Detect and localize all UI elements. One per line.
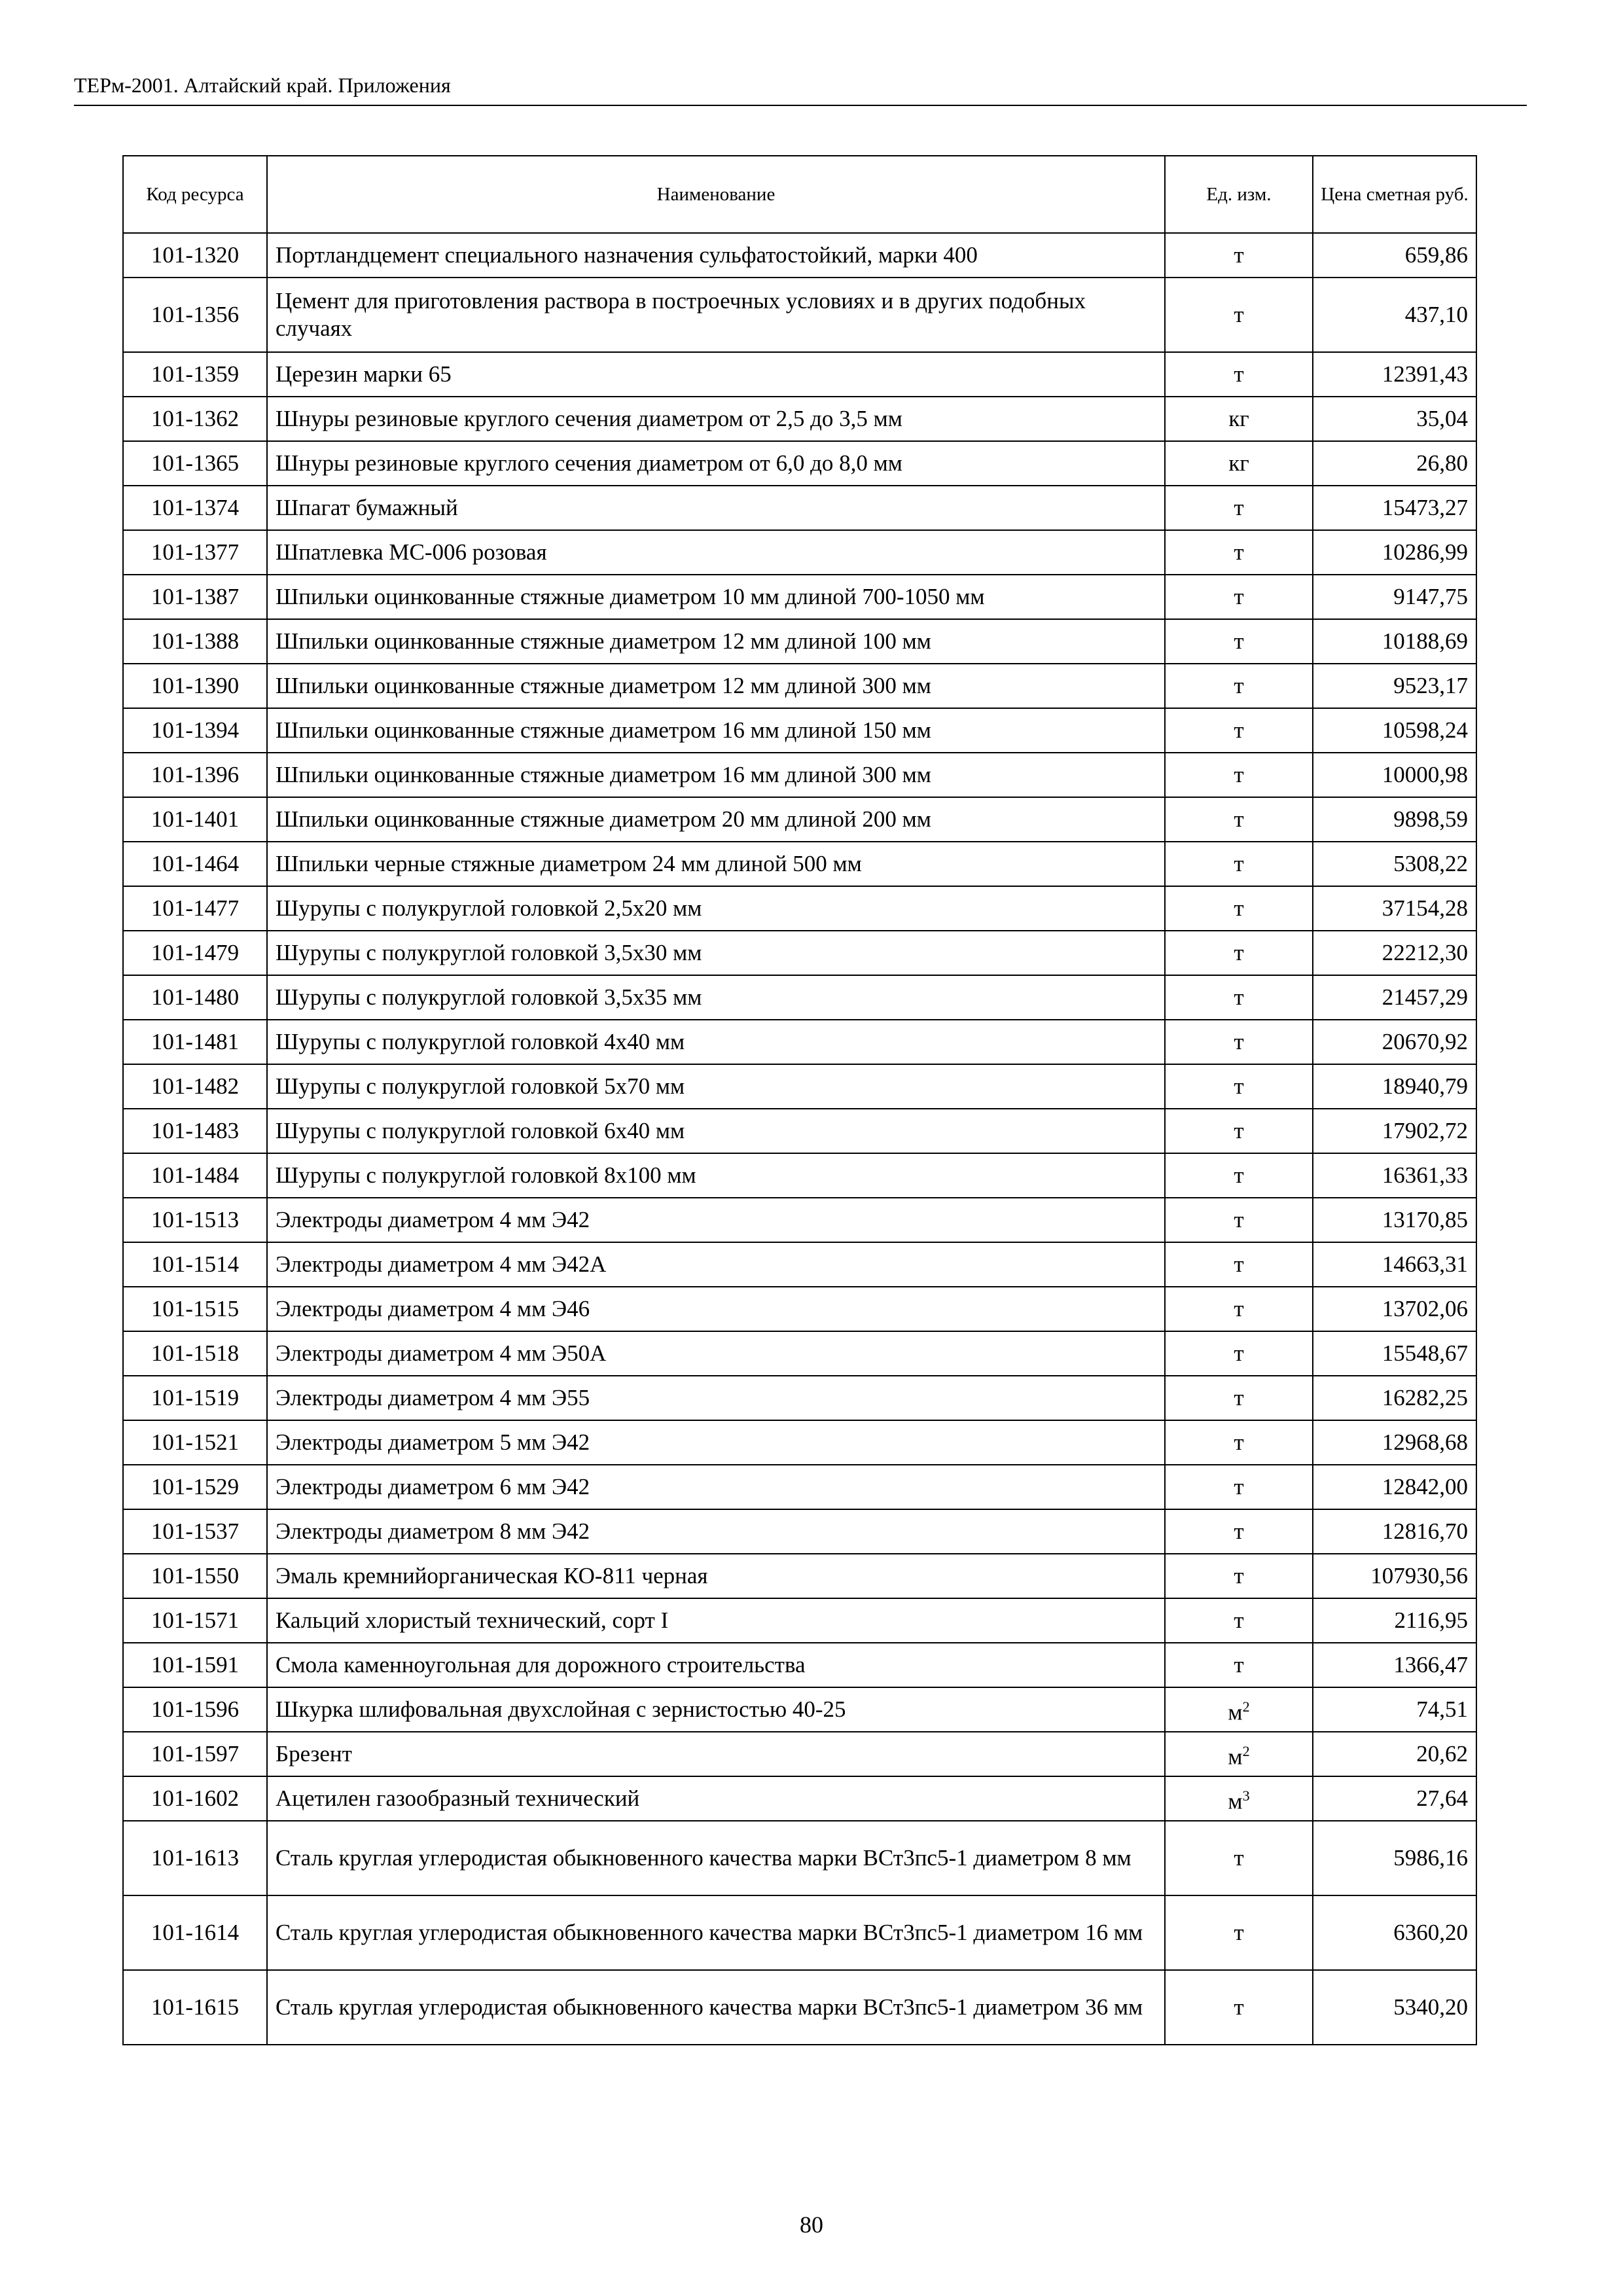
unit-cell (1165, 619, 1313, 664)
resource-name-cell: Электроды диаметром 4 мм Э42А (267, 1242, 1165, 1287)
unit-text: т (1234, 242, 1244, 268)
unit-cell (1165, 1153, 1313, 1198)
unit-text: т (1234, 1118, 1244, 1143)
resource-code-cell: 101-1483 (123, 1109, 267, 1153)
price-cell: 12816,70 (1313, 1509, 1476, 1554)
unit-text: т (1234, 1563, 1244, 1588)
price-table (122, 155, 1477, 2045)
table-row (123, 1554, 1476, 1598)
price-cell: 13170,85 (1313, 1198, 1476, 1242)
unit-text: т (1234, 851, 1244, 876)
unit-text: т (1234, 1162, 1244, 1188)
price-cell: 10188,69 (1313, 619, 1476, 664)
table-row (123, 1465, 1476, 1509)
resource-code-cell: 101-1480 (123, 975, 267, 1020)
unit-cell (1165, 1064, 1313, 1109)
table-row (123, 1420, 1476, 1465)
unit-cell (1165, 1287, 1313, 1331)
header-rule (74, 105, 1527, 106)
unit-exponent: 2 (1242, 1698, 1250, 1715)
resource-name-cell: Шпильки черные стяжные диаметром 24 мм длиной 500 мм (267, 842, 1165, 886)
price-cell: 12842,00 (1313, 1465, 1476, 1509)
resource-code-cell: 101-1362 (123, 397, 267, 441)
resource-name-cell: Шурупы с полукруглой головкой 3,5х30 мм (267, 931, 1165, 975)
resource-name-cell: Шпильки оцинкованные стяжные диаметром 12 мм длиной 300 мм (267, 664, 1165, 708)
resource-code-cell: 101-1396 (123, 753, 267, 797)
price-cell: 12968,68 (1313, 1420, 1476, 1465)
unit-text: т (1234, 762, 1244, 787)
unit-cell (1165, 1895, 1313, 1970)
unit-text: т (1234, 1207, 1244, 1232)
unit-cell (1165, 753, 1313, 797)
unit-text: т (1234, 1385, 1244, 1410)
resource-code-cell: 101-1514 (123, 1242, 267, 1287)
unit-text: т (1234, 539, 1244, 565)
table-row (123, 975, 1476, 1020)
resource-name-cell: Брезент (267, 1732, 1165, 1776)
table-header-row (123, 156, 1476, 233)
price-cell: 21457,29 (1313, 975, 1476, 1020)
table-row (123, 1643, 1476, 1687)
table-row (123, 1331, 1476, 1376)
resource-name-cell: Портландцемент специального назначения сульфатостойкий, марки 400 (267, 233, 1165, 278)
resource-code-cell: 101-1602 (123, 1776, 267, 1821)
table-row (123, 1287, 1476, 1331)
price-cell: 74,51 (1313, 1687, 1476, 1732)
resource-code-cell: 101-1365 (123, 441, 267, 486)
price-cell: 22212,30 (1313, 931, 1476, 975)
unit-text: т (1234, 806, 1244, 832)
resource-code-cell: 101-1591 (123, 1643, 267, 1687)
price-cell: 9898,59 (1313, 797, 1476, 842)
resource-code-cell: 101-1518 (123, 1331, 267, 1376)
table-row (123, 619, 1476, 664)
table-row (123, 486, 1476, 530)
resource-name-cell: Электроды диаметром 4 мм Э55 (267, 1376, 1165, 1420)
table-row (123, 753, 1476, 797)
page-number: 80 (800, 2212, 823, 2238)
unit-text: кг (1228, 406, 1249, 431)
table-row (123, 233, 1476, 278)
resource-code-cell: 101-1387 (123, 575, 267, 619)
unit-exponent: 2 (1242, 1742, 1250, 1759)
resource-code-cell: 101-1484 (123, 1153, 267, 1198)
unit-text: т (1234, 673, 1244, 698)
table-row (123, 1198, 1476, 1242)
table-row (123, 1509, 1476, 1554)
table-row (123, 352, 1476, 397)
unit-cell (1165, 1970, 1313, 2045)
column-header-code: Код ресурса (123, 156, 267, 233)
resource-name-cell: Смола каменноугольная для дорожного строительства (267, 1643, 1165, 1687)
resource-code-cell: 101-1614 (123, 1895, 267, 1970)
table-row (123, 1020, 1476, 1064)
table-row (123, 1776, 1476, 1821)
resource-code-cell: 101-1615 (123, 1970, 267, 2045)
resource-name-cell: Шпильки оцинкованные стяжные диаметром 16 мм длиной 300 мм (267, 753, 1165, 797)
unit-cell (1165, 441, 1313, 486)
resource-name-cell: Шурупы с полукруглой головкой 4х40 мм (267, 1020, 1165, 1064)
unit-cell (1165, 1687, 1313, 1732)
resource-name-cell: Электроды диаметром 6 мм Э42 (267, 1465, 1165, 1509)
unit-text: т (1234, 1429, 1244, 1455)
table-row (123, 1687, 1476, 1732)
unit-cell (1165, 575, 1313, 619)
column-header-unit: Ед. изм. (1165, 156, 1313, 233)
unit-text: т (1234, 1340, 1244, 1366)
resource-name-cell: Шнуры резиновые круглого сечения диаметром от 2,5 до 3,5 мм (267, 397, 1165, 441)
price-cell: 18940,79 (1313, 1064, 1476, 1109)
unit-text: т (1234, 628, 1244, 654)
table-row (123, 1109, 1476, 1153)
unit-text: т (1234, 895, 1244, 921)
price-cell: 10598,24 (1313, 708, 1476, 753)
unit-text: т (1234, 1029, 1244, 1054)
resource-name-cell: Шнуры резиновые круглого сечения диаметром от 6,0 до 8,0 мм (267, 441, 1165, 486)
unit-text: т (1234, 1518, 1244, 1544)
resource-code-cell: 101-1359 (123, 352, 267, 397)
unit-cell (1165, 931, 1313, 975)
price-cell: 14663,31 (1313, 1242, 1476, 1287)
resource-name-cell: Шурупы с полукруглой головкой 8х100 мм (267, 1153, 1165, 1198)
resource-code-cell: 101-1356 (123, 278, 267, 352)
table-row (123, 842, 1476, 886)
price-cell: 15473,27 (1313, 486, 1476, 530)
unit-cell (1165, 1821, 1313, 1895)
table-row (123, 664, 1476, 708)
unit-cell (1165, 1598, 1313, 1643)
price-cell: 9147,75 (1313, 575, 1476, 619)
unit-cell (1165, 233, 1313, 278)
unit-text: т (1234, 1474, 1244, 1499)
resource-name-cell: Шпильки оцинкованные стяжные диаметром 10 мм длиной 700-1050 мм (267, 575, 1165, 619)
unit-cell (1165, 1643, 1313, 1687)
resource-name-cell: Церезин марки 65 (267, 352, 1165, 397)
unit-text: т (1234, 1607, 1244, 1633)
resource-code-cell: 101-1521 (123, 1420, 267, 1465)
resource-code-cell: 101-1613 (123, 1821, 267, 1895)
unit-cell (1165, 486, 1313, 530)
unit-exponent: 3 (1242, 1787, 1250, 1804)
price-cell: 27,64 (1313, 1776, 1476, 1821)
table-body (123, 233, 1476, 2045)
unit-cell (1165, 708, 1313, 753)
unit-text: т (1234, 1845, 1244, 1871)
table-row (123, 397, 1476, 441)
unit-cell (1165, 1509, 1313, 1554)
resource-code-cell: 101-1394 (123, 708, 267, 753)
price-cell: 9523,17 (1313, 664, 1476, 708)
unit-cell (1165, 1776, 1313, 1821)
unit-cell (1165, 1242, 1313, 1287)
table-row (123, 1970, 1476, 2045)
table-row (123, 1598, 1476, 1643)
unit-text: кг (1228, 450, 1249, 476)
price-cell: 107930,56 (1313, 1554, 1476, 1598)
table-row (123, 530, 1476, 575)
resource-name-cell: Шурупы с полукруглой головкой 6х40 мм (267, 1109, 1165, 1153)
resource-name-cell: Сталь круглая углеродистая обыкновенного качества марки ВСт3пс5-1 диаметром 8 мм (267, 1821, 1165, 1895)
table-row (123, 708, 1476, 753)
table-row (123, 278, 1476, 352)
price-cell: 5308,22 (1313, 842, 1476, 886)
table-row (123, 1376, 1476, 1420)
price-cell: 16282,25 (1313, 1376, 1476, 1420)
price-cell: 15548,67 (1313, 1331, 1476, 1376)
unit-cell (1165, 1376, 1313, 1420)
resource-code-cell: 101-1550 (123, 1554, 267, 1598)
price-cell: 17902,72 (1313, 1109, 1476, 1153)
unit-cell (1165, 1198, 1313, 1242)
unit-text: т (1234, 1652, 1244, 1677)
resource-name-cell: Шпильки оцинкованные стяжные диаметром 12 мм длиной 100 мм (267, 619, 1165, 664)
unit-text: м (1228, 1699, 1243, 1725)
price-cell: 10000,98 (1313, 753, 1476, 797)
resource-code-cell: 101-1513 (123, 1198, 267, 1242)
price-cell: 10286,99 (1313, 530, 1476, 575)
table-row (123, 886, 1476, 931)
unit-text: м (1228, 1744, 1243, 1770)
resource-name-cell: Эмаль кремнийорганическая КО-811 черная (267, 1554, 1165, 1598)
table-row (123, 797, 1476, 842)
resource-name-cell: Шкурка шлифовальная двухслойная с зернистостью 40-25 (267, 1687, 1165, 1732)
price-cell: 12391,43 (1313, 352, 1476, 397)
resource-name-cell: Кальций хлористый технический, сорт I (267, 1598, 1165, 1643)
resource-code-cell: 101-1515 (123, 1287, 267, 1331)
unit-text: т (1234, 584, 1244, 609)
resource-code-cell: 101-1481 (123, 1020, 267, 1064)
table-row (123, 441, 1476, 486)
price-cell: 5340,20 (1313, 1970, 1476, 2045)
resource-name-cell: Шпатлевка МС-006 розовая (267, 530, 1165, 575)
table-row (123, 1732, 1476, 1776)
unit-cell (1165, 278, 1313, 352)
resource-code-cell: 101-1388 (123, 619, 267, 664)
resource-name-cell: Электроды диаметром 8 мм Э42 (267, 1509, 1165, 1554)
price-cell: 1366,47 (1313, 1643, 1476, 1687)
unit-cell (1165, 1554, 1313, 1598)
unit-text: т (1234, 984, 1244, 1010)
table-row (123, 1895, 1476, 1970)
resource-code-cell: 101-1482 (123, 1064, 267, 1109)
resource-name-cell: Шпильки оцинкованные стяжные диаметром 20 мм длиной 200 мм (267, 797, 1165, 842)
resource-name-cell: Шурупы с полукруглой головкой 5х70 мм (267, 1064, 1165, 1109)
unit-text: т (1234, 1073, 1244, 1099)
resource-name-cell: Цемент для приготовления раствора в построечных условиях и в других подобных случаях (267, 278, 1165, 352)
column-header-name: Наименование (267, 156, 1165, 233)
resource-name-cell: Шурупы с полукруглой головкой 3,5х35 мм (267, 975, 1165, 1020)
resource-code-cell: 101-1597 (123, 1732, 267, 1776)
resource-code-cell: 101-1529 (123, 1465, 267, 1509)
resource-code-cell: 101-1401 (123, 797, 267, 842)
unit-text: т (1234, 495, 1244, 520)
resource-code-cell: 101-1537 (123, 1509, 267, 1554)
unit-cell (1165, 842, 1313, 886)
resource-name-cell: Электроды диаметром 4 мм Э46 (267, 1287, 1165, 1331)
unit-cell (1165, 1331, 1313, 1376)
column-header-price: Цена сметная руб. (1313, 156, 1476, 233)
price-cell: 6360,20 (1313, 1895, 1476, 1970)
unit-text: т (1234, 1251, 1244, 1277)
unit-text: т (1234, 302, 1244, 327)
resource-name-cell: Электроды диаметром 4 мм Э42 (267, 1198, 1165, 1242)
price-cell: 35,04 (1313, 397, 1476, 441)
unit-cell (1165, 1109, 1313, 1153)
price-cell: 37154,28 (1313, 886, 1476, 931)
resource-code-cell: 101-1477 (123, 886, 267, 931)
unit-text: т (1234, 717, 1244, 743)
unit-cell (1165, 886, 1313, 931)
table-row (123, 931, 1476, 975)
unit-text: т (1234, 1920, 1244, 1945)
unit-text: т (1234, 1994, 1244, 2020)
unit-cell (1165, 975, 1313, 1020)
unit-cell (1165, 1420, 1313, 1465)
table-row (123, 575, 1476, 619)
price-cell: 437,10 (1313, 278, 1476, 352)
price-cell: 659,86 (1313, 233, 1476, 278)
resource-name-cell: Шпильки оцинкованные стяжные диаметром 16 мм длиной 150 мм (267, 708, 1165, 753)
resource-name-cell: Электроды диаметром 4 мм Э50А (267, 1331, 1165, 1376)
price-cell: 16361,33 (1313, 1153, 1476, 1198)
resource-name-cell: Сталь круглая углеродистая обыкновенного качества марки ВСт3пс5-1 диаметром 36 мм (267, 1970, 1165, 2045)
table-row (123, 1821, 1476, 1895)
price-cell: 26,80 (1313, 441, 1476, 486)
resource-code-cell: 101-1571 (123, 1598, 267, 1643)
table-row (123, 1242, 1476, 1287)
unit-cell (1165, 1732, 1313, 1776)
resource-name-cell: Шурупы с полукруглой головкой 2,5х20 мм (267, 886, 1165, 931)
running-header: ТЕРм-2001. Алтайский край. Приложения (74, 73, 451, 97)
unit-cell (1165, 797, 1313, 842)
resource-name-cell: Электроды диаметром 5 мм Э42 (267, 1420, 1165, 1465)
price-cell: 13702,06 (1313, 1287, 1476, 1331)
unit-text: м (1228, 1788, 1243, 1814)
unit-text: т (1234, 1296, 1244, 1321)
unit-text: т (1234, 940, 1244, 965)
resource-code-cell: 101-1390 (123, 664, 267, 708)
resource-name-cell: Ацетилен газообразный технический (267, 1776, 1165, 1821)
resource-code-cell: 101-1464 (123, 842, 267, 886)
price-cell: 5986,16 (1313, 1821, 1476, 1895)
resource-name-cell: Шпагат бумажный (267, 486, 1165, 530)
resource-code-cell: 101-1479 (123, 931, 267, 975)
price-cell: 20,62 (1313, 1732, 1476, 1776)
table-row (123, 1064, 1476, 1109)
table-row (123, 1153, 1476, 1198)
unit-cell (1165, 1465, 1313, 1509)
unit-cell (1165, 397, 1313, 441)
unit-cell (1165, 530, 1313, 575)
resource-name-cell: Сталь круглая углеродистая обыкновенного качества марки ВСт3пс5-1 диаметром 16 мм (267, 1895, 1165, 1970)
resource-code-cell: 101-1320 (123, 233, 267, 278)
resource-code-cell: 101-1377 (123, 530, 267, 575)
price-cell: 20670,92 (1313, 1020, 1476, 1064)
price-cell: 2116,95 (1313, 1598, 1476, 1643)
unit-cell (1165, 1020, 1313, 1064)
resource-code-cell: 101-1596 (123, 1687, 267, 1732)
unit-cell (1165, 352, 1313, 397)
unit-cell (1165, 664, 1313, 708)
resource-code-cell: 101-1374 (123, 486, 267, 530)
unit-text: т (1234, 361, 1244, 387)
resource-code-cell: 101-1519 (123, 1376, 267, 1420)
